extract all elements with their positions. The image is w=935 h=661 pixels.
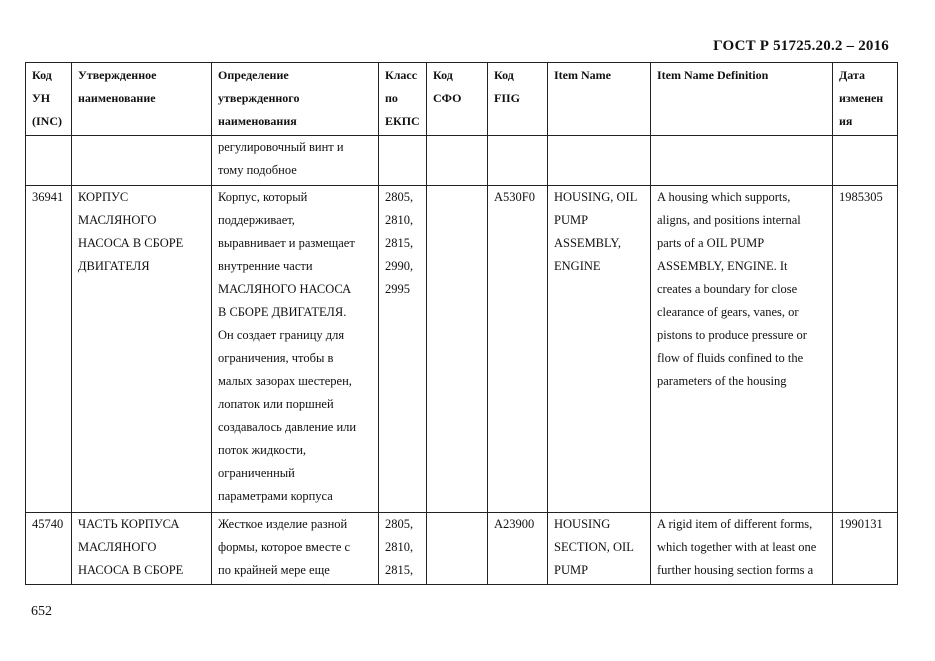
col-header-ekps-class: Класс по ЕКПС	[379, 63, 427, 136]
cell-change-date: 1990131	[833, 513, 898, 585]
cell-inc: 36941	[26, 186, 72, 513]
col-header-change-date: Дата изменен ия	[833, 63, 898, 136]
document-standard-title: ГОСТ Р 51725.20.2 – 2016	[713, 38, 889, 54]
cell-ekps-class: 2805, 2810, 2815, 2990, 2995	[379, 186, 427, 513]
cell-item-definition: A rigid item of different forms, which together with at least one further housing section forms a	[651, 513, 833, 585]
cell-definition: регулировочный винт и тому подобное	[212, 136, 379, 186]
col-header-inc: Код УН (INC)	[26, 63, 72, 136]
cell-item-name: HOUSING, OIL PUMP ASSEMBLY, ENGINE	[548, 186, 651, 513]
cell-sfo-code	[427, 186, 488, 513]
cell-sfo-code	[427, 136, 488, 186]
col-header-fiig-code: Код FIIG	[488, 63, 548, 136]
cell-fiig-code: A530F0	[488, 186, 548, 513]
cell-approved-name: ЧАСТЬ КОРПУСА МАСЛЯНОГО НАСОСА В СБОРЕ	[72, 513, 212, 585]
cell-change-date: 1985305	[833, 186, 898, 513]
col-header-item-name: Item Name	[548, 63, 651, 136]
cell-inc: 45740	[26, 513, 72, 585]
page-number: 652	[31, 604, 52, 619]
cell-item-definition	[651, 136, 833, 186]
cell-item-definition: A housing which supports, aligns, and positions internal parts of a OIL PUMP ASSEMBLY, ENGINE. It creates a boundary for close clearance of gears, vanes, or pistons to produce pressure or flow of fluids confined to the parameters of the housing	[651, 186, 833, 513]
table-row	[26, 513, 898, 585]
col-header-approved-name: Утвержденное наименование	[72, 63, 212, 136]
cell-ekps-class: 2805, 2810, 2815,	[379, 513, 427, 585]
cell-approved-name	[72, 136, 212, 186]
table-row	[26, 136, 898, 186]
cell-ekps-class	[379, 136, 427, 186]
cell-definition: Корпус, который поддерживает, выравнивает и размещает внутренние части МАСЛЯНОГО НАСОСА В СБОРЕ ДВИГАТЕЛЯ. Он создает границу для ограничения, чтобы в малых зазорах шестерен, лопаток или поршней создавалось давление или поток жидкости, ограниченный параметрами корпуса	[212, 186, 379, 513]
cell-change-date	[833, 136, 898, 186]
nomenclature-table	[25, 62, 898, 585]
cell-fiig-code: A23900	[488, 513, 548, 585]
col-header-sfo-code: Код СФО	[427, 63, 488, 136]
cell-sfo-code	[427, 513, 488, 585]
table-header-row	[26, 63, 898, 136]
cell-item-name	[548, 136, 651, 186]
cell-approved-name: КОРПУС МАСЛЯНОГО НАСОСА В СБОРЕ ДВИГАТЕЛЯ	[72, 186, 212, 513]
cell-inc	[26, 136, 72, 186]
col-header-definition: Определение утвержденного наименования	[212, 63, 379, 136]
col-header-item-definition: Item Name Definition	[651, 63, 833, 136]
cell-item-name: HOUSING SECTION, OIL PUMP	[548, 513, 651, 585]
table-row	[26, 186, 898, 513]
cell-fiig-code	[488, 136, 548, 186]
cell-definition: Жесткое изделие разной формы, которое вместе с по крайней мере еще	[212, 513, 379, 585]
